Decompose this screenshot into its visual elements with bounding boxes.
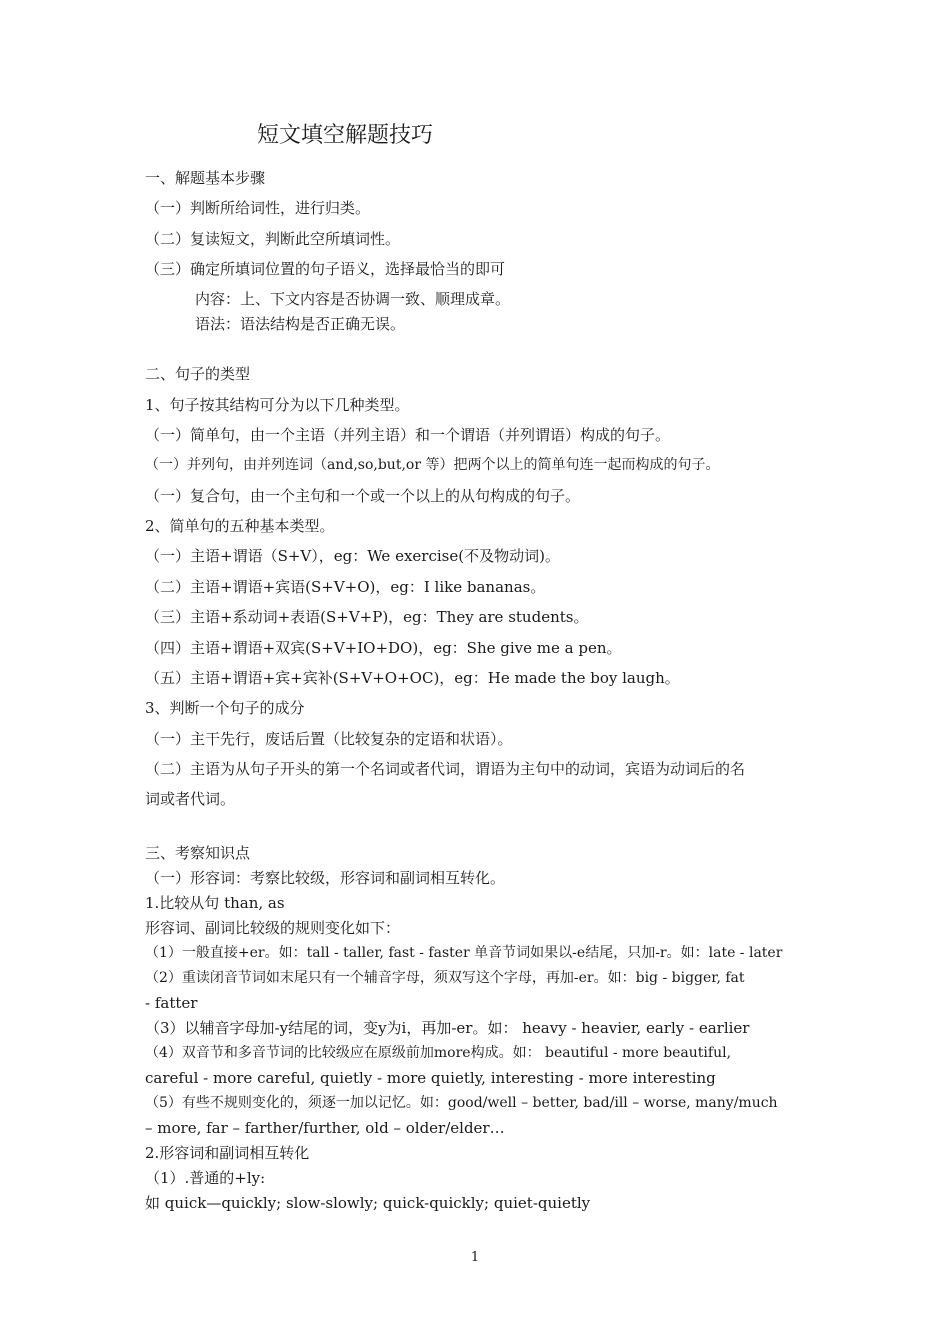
paragraph-line: （一）复合句，由一个主句和一个或一个以上的从句构成的句子。: [145, 487, 581, 505]
paragraph-line: 3、判断一个句子的成分: [145, 699, 305, 717]
section-heading: 三、考察知识点: [145, 844, 251, 862]
paragraph-line: （一）主语+谓语（S+V），eg：We exercise(不及物动词)。: [145, 547, 560, 565]
paragraph-line: 语法：语法结构是否正确无误。: [195, 315, 406, 333]
paragraph-line: 如 quick—quickly; slow-slowly; quick-quickly; quiet-quietly: [145, 1194, 591, 1212]
paragraph-line: careful - more careful, quietly - more quietly, interesting - more interesting: [145, 1069, 716, 1087]
paragraph-line: （五）主语+谓语+宾+宾补(S+V+O+OC)，eg：He made the boy laugh。: [145, 669, 680, 687]
paragraph-line: （二）主语为从句子开头的第一个名词或者代词，谓语为主句中的动词，宾语为动词后的名: [145, 760, 746, 778]
paragraph-line: – more, far – farther/further, old – older/elder…: [145, 1119, 505, 1137]
paragraph-line: （二）复读短文，判断此空所填词性。: [145, 230, 401, 248]
paragraph-line: 形容词、副词比较级的规则变化如下：: [145, 919, 401, 937]
paragraph-line: （1）一般直接+er。如：tall - taller, fast - faster 单音节词如果以-e结尾，只加-r。如：late - later: [145, 945, 783, 961]
paragraph-line: （三）主语+系动词+表语(S+V+P)，eg：They are students。: [145, 608, 589, 626]
paragraph-line: （一）判断所给词性，进行归类。: [145, 199, 371, 217]
section-heading: 二、句子的类型: [145, 365, 251, 383]
paragraph-line: （二）主语+谓语+宾语(S+V+O)，eg：I like bananas。: [145, 578, 546, 596]
paragraph-line: 词或者代词。: [145, 790, 236, 808]
paragraph-line: （三）确定所填词位置的句子语义，选择最恰当的即可: [145, 260, 506, 278]
paragraph-line: - fatter: [145, 994, 198, 1012]
paragraph-line: （一）并列句，由并列连词（and,so,but,or 等）把两个以上的简单句连一起而构成的句子。: [145, 457, 720, 473]
paragraph-line: 2、简单句的五种基本类型。: [145, 517, 335, 535]
paragraph-line: （5）有些不规则变化的，须逐一加以记忆。如：good/well – better, bad/ill – worse, many/much: [145, 1095, 778, 1111]
section-heading: 一、解题基本步骤: [145, 169, 266, 187]
paragraph-line: （一）形容词：考察比较级，形容词和副词相互转化。: [145, 869, 506, 887]
paragraph-line: （1）.普通的+ly:: [145, 1169, 266, 1187]
paragraph-line: 内容：上、下文内容是否协调一致、顺理成章。: [195, 290, 511, 308]
document-title: 短文填空解题技巧: [256, 123, 433, 148]
paragraph-line: （四）主语+谓语+双宾(S+V+IO+DO)，eg：She give me a pen。: [145, 639, 622, 657]
paragraph-line: （2）重读闭音节词如末尾只有一个辅音字母，须双写这个字母，再加-er。如：big - bigger, fat: [145, 970, 745, 986]
paragraph-line: 1、句子按其结构可分为以下几种类型。: [145, 396, 410, 414]
paragraph-line: （一）主干先行，废话后置（比较复杂的定语和状语）。: [145, 730, 513, 748]
paragraph-line: 2.形容词和副词相互转化: [145, 1144, 310, 1162]
paragraph-line: （3）以辅音字母加-y结尾的词，变y为i，再加-er。如： heavy - heavier, early - earlier: [145, 1019, 750, 1037]
page-number: 1: [470, 1250, 480, 1265]
paragraph-line: （4）双音节和多音节词的比较级应在原级前加more构成。如： beautiful - more beautiful,: [145, 1045, 732, 1061]
paragraph-line: 1.比较从句 than, as: [145, 894, 285, 912]
paragraph-line: （一）简单句，由一个主语（并列主语）和一个谓语（并列谓语）构成的句子。: [145, 426, 671, 444]
